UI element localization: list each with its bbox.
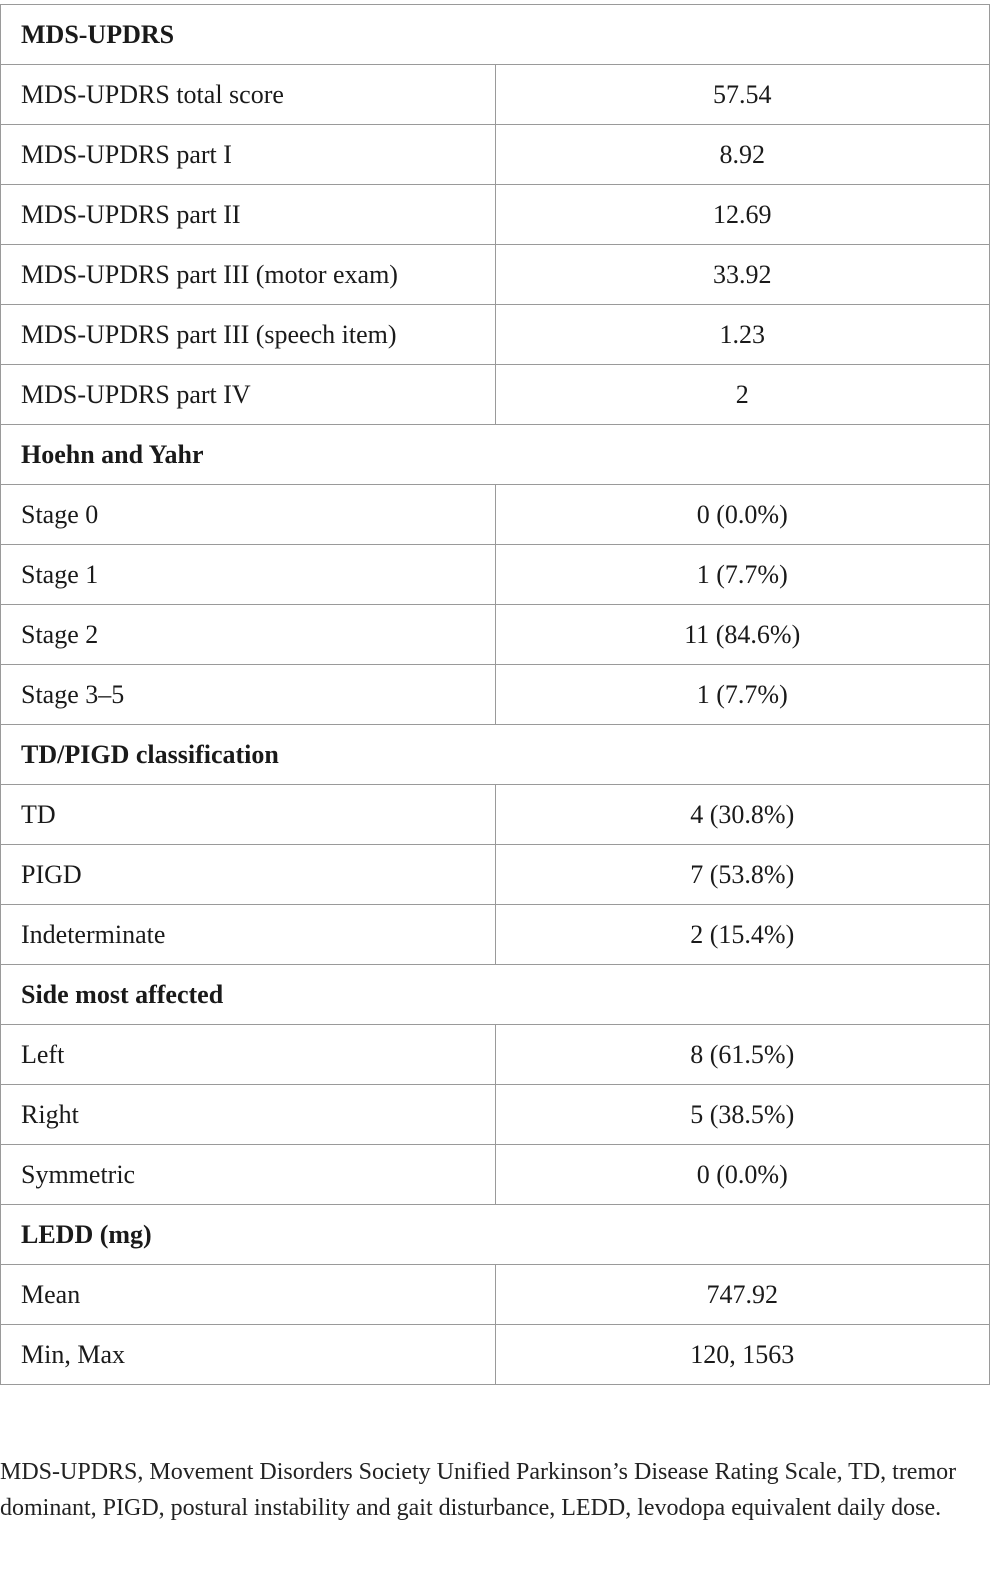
row-value: 12.69 bbox=[495, 185, 990, 245]
section-header-hoehn-and-yahr: Hoehn and Yahr bbox=[1, 425, 990, 485]
row-label: PIGD bbox=[1, 845, 496, 905]
row-value: 8 (61.5%) bbox=[495, 1025, 990, 1085]
table-row bbox=[1, 125, 990, 185]
row-label: Stage 1 bbox=[1, 545, 496, 605]
row-value: 0 (0.0%) bbox=[495, 485, 990, 545]
row-label: MDS-UPDRS part I bbox=[1, 125, 496, 185]
row-value: 120, 1563 bbox=[495, 1325, 990, 1385]
row-label: Left bbox=[1, 1025, 496, 1085]
row-value: 4 (30.8%) bbox=[495, 785, 990, 845]
table-row bbox=[1, 245, 990, 305]
table-row bbox=[1, 1145, 990, 1205]
section-header-side-most-affected: Side most affected bbox=[1, 965, 990, 1025]
row-value: 11 (84.6%) bbox=[495, 605, 990, 665]
section-header-row bbox=[1, 425, 990, 485]
row-label: MDS-UPDRS part III (speech item) bbox=[1, 305, 496, 365]
table-footnote: MDS-UPDRS, Movement Disorders Society Unified Parkinson’s Disease Rating Scale, TD, tremor dominant, PIGD, postural instability and gait disturbance, LEDD, levodopa equivalent daily dose. bbox=[0, 1459, 957, 1521]
row-value: 1 (7.7%) bbox=[495, 665, 990, 725]
table-row bbox=[1, 605, 990, 665]
table-row bbox=[1, 665, 990, 725]
table-row bbox=[1, 1025, 990, 1085]
row-value: 1.23 bbox=[495, 305, 990, 365]
row-label: Stage 0 bbox=[1, 485, 496, 545]
section-header-row bbox=[1, 965, 990, 1025]
table-row bbox=[1, 1265, 990, 1325]
table-row bbox=[1, 1085, 990, 1145]
section-header-mds-updrs: MDS-UPDRS bbox=[1, 5, 990, 65]
row-label: MDS-UPDRS total score bbox=[1, 65, 496, 125]
row-label: MDS-UPDRS part IV bbox=[1, 365, 496, 425]
row-label: Symmetric bbox=[1, 1145, 496, 1205]
clinical-characteristics-table bbox=[0, 4, 990, 1385]
row-value: 747.92 bbox=[495, 1265, 990, 1325]
row-value: 2 bbox=[495, 365, 990, 425]
row-label: MDS-UPDRS part II bbox=[1, 185, 496, 245]
section-header-row bbox=[1, 725, 990, 785]
section-header-row bbox=[1, 5, 990, 65]
section-header-td-pigd-classification: TD/PIGD classification bbox=[1, 725, 990, 785]
table-row bbox=[1, 785, 990, 845]
row-label: Right bbox=[1, 1085, 496, 1145]
row-label: Stage 2 bbox=[1, 605, 496, 665]
table-row bbox=[1, 545, 990, 605]
row-value: 7 (53.8%) bbox=[495, 845, 990, 905]
row-label: Mean bbox=[1, 1265, 496, 1325]
table-row bbox=[1, 185, 990, 245]
section-header-ledd-mg: LEDD (mg) bbox=[1, 1205, 990, 1265]
table-row bbox=[1, 845, 990, 905]
row-value: 2 (15.4%) bbox=[495, 905, 990, 965]
row-label: MDS-UPDRS part III (motor exam) bbox=[1, 245, 496, 305]
table-row bbox=[1, 65, 990, 125]
row-value: 0 (0.0%) bbox=[495, 1145, 990, 1205]
row-value: 8.92 bbox=[495, 125, 990, 185]
table-row bbox=[1, 305, 990, 365]
row-label: Stage 3–5 bbox=[1, 665, 496, 725]
table-row bbox=[1, 365, 990, 425]
row-value: 33.92 bbox=[495, 245, 990, 305]
section-header-row bbox=[1, 1205, 990, 1265]
row-label: Indeterminate bbox=[1, 905, 496, 965]
row-label: Min, Max bbox=[1, 1325, 496, 1385]
row-value: 1 (7.7%) bbox=[495, 545, 990, 605]
table-row bbox=[1, 1325, 990, 1385]
table-row bbox=[1, 905, 990, 965]
table-row bbox=[1, 485, 990, 545]
row-value: 5 (38.5%) bbox=[495, 1085, 990, 1145]
row-label: TD bbox=[1, 785, 496, 845]
row-value: 57.54 bbox=[495, 65, 990, 125]
